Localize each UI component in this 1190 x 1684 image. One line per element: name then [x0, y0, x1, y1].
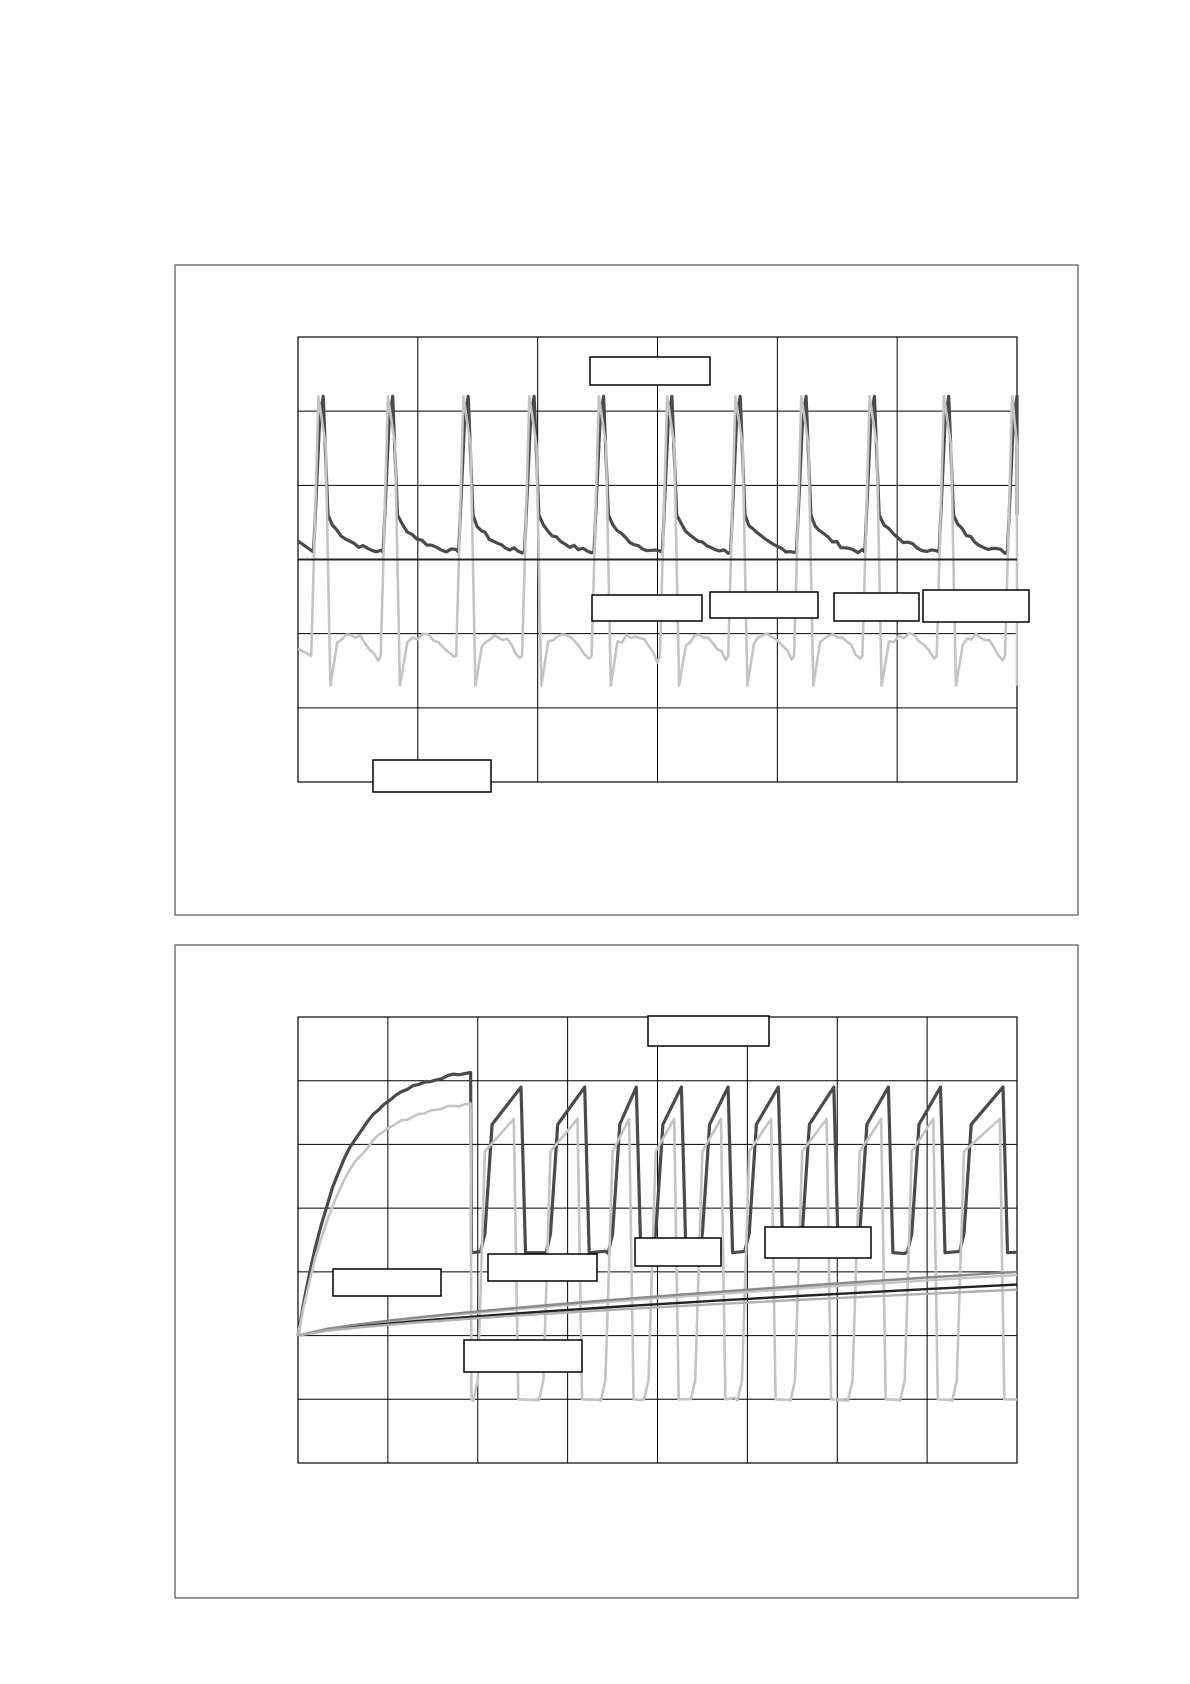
- callout-label: [592, 595, 702, 621]
- callout-label: [488, 1254, 597, 1281]
- callout-label: [923, 590, 1029, 622]
- callout-label: [834, 593, 919, 621]
- callout-label: [464, 1340, 582, 1372]
- callout-label: [373, 760, 491, 792]
- callout-labels-1: [373, 357, 1029, 792]
- callout-label: [710, 592, 818, 618]
- chart-panel-1: [175, 265, 1078, 915]
- callout-label: [648, 1016, 769, 1046]
- callout-label: [333, 1269, 441, 1296]
- callout-label: [635, 1238, 721, 1266]
- chart-panel-2: [175, 945, 1078, 1598]
- callout-label: [590, 357, 710, 385]
- callout-label: [765, 1227, 871, 1258]
